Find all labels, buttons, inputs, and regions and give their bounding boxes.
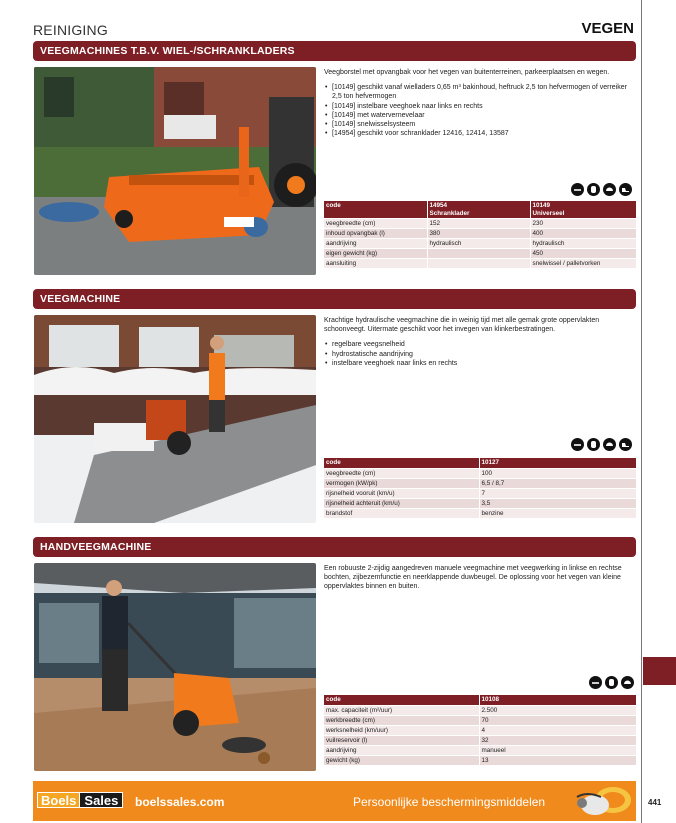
spec-table-1 [324,201,636,268]
table-row [324,478,636,488]
cell: hydraulisch [427,239,530,249]
speed-icon [571,183,584,196]
feature-item: • [10149] snelwisselsysteem [324,120,636,129]
brand-logo[interactable] [37,792,123,808]
feature-item: • [14954] geschikt voor schranklader 12416, 12414, 13587 [324,129,636,138]
cell: 13 [479,755,636,765]
helmet-icon [603,183,616,196]
cell: vermogen (kW/pk) [324,478,479,488]
table-row [324,219,636,229]
table-row [324,735,636,745]
speed-icon [571,438,584,451]
header-cell-text: 10149 Universeel [532,202,565,217]
section-title-2: VEEGMACHINE [33,289,636,309]
safety-icons-1 [571,183,632,196]
safety-icons-3 [589,676,634,689]
table-row [324,239,636,249]
cell: werksnelheid (km/uur) [324,725,479,735]
cell: manueel [479,745,636,755]
spec-table-3 [324,695,636,765]
description-2 [324,316,636,368]
table-row [324,705,636,715]
cell: veegbreedte (cm) [324,219,427,229]
glove-icon [587,183,600,196]
cell: 400 [530,229,636,239]
header-cell [530,201,636,219]
cell: 32 [479,735,636,745]
cell: rijsnelheid vooruit (km/u) [324,488,479,498]
section-label: VEGEN [581,20,634,37]
footer-banner [33,781,636,821]
logo-part-boels: Boels [37,792,80,808]
cell: rijsnelheid achteruit (km/u) [324,498,479,508]
logo-part-sales: Sales [80,792,123,808]
cell [427,259,530,269]
glove-icon [605,676,618,689]
shoe-icon [619,438,632,451]
feature-list [324,83,636,138]
intro-text: Veegborstel met opvangbak voor het vegen van buitenterreinen, parkeerplaatsen en wegen. [324,69,610,76]
cell: veegbreedte (cm) [324,468,479,478]
helmet-icon [603,438,616,451]
page-header [33,20,636,40]
header-cell [427,201,530,219]
product-photo-loader-sweeper [34,67,316,275]
feature-item: • regelbare veegsnelheid [324,340,636,349]
cell: aandrijving [324,745,479,755]
promo-text: Persoonlijke beschermingsmiddelen [353,795,546,809]
cell: 6,5 / 8,7 [479,478,636,488]
table-row [324,715,636,725]
cell: benzine [479,508,636,518]
table-header-row [324,458,636,468]
table-row [324,508,636,518]
cell: eigen gewicht (kg) [324,249,427,259]
cell: aansluiting [324,259,427,269]
cell: 4 [479,725,636,735]
cell: inhoud opvangbak (l) [324,229,427,239]
cell [427,249,530,259]
cell: 7 [479,488,636,498]
intro-text: Krachtige hydraulische veegmachine die in weinig tijd met alle gemak grote oppervlakten schoonveegt. Uitermate geschikt voor het invegen van klinkerbestratingen. [324,317,600,334]
cell: werkbreedte (cm) [324,715,479,725]
cell: 70 [479,715,636,725]
table-row [324,229,636,239]
header-cell: code [324,695,479,705]
product-photo-sweeper [34,315,316,523]
cell: 2.500 [479,705,636,715]
cell: brandstof [324,508,479,518]
cell: max. capaciteit (m²/uur) [324,705,479,715]
header-cell: code [324,458,479,468]
cell: aandrijving [324,239,427,249]
table-row [324,498,636,508]
table-row [324,725,636,735]
table-row [324,468,636,478]
cell: 230 [530,219,636,229]
table-header-row [324,201,636,219]
table-row [324,259,636,269]
cell: hydraulisch [530,239,636,249]
ppe-image [557,783,635,823]
table-row [324,745,636,755]
page-divider [641,0,642,823]
product-photo-hand-sweeper [34,563,316,771]
feature-item: • instelbare veeghoek naar links en rechts [324,359,636,368]
feature-list [324,340,636,368]
chapter-tab [643,657,676,685]
shoe-icon [619,183,632,196]
description-3 [324,564,636,598]
helmet-icon [621,676,634,689]
header-cell-text: 14954 Schranklader [429,202,470,217]
category-label: REINIGING [33,22,108,38]
table-row [324,249,636,259]
cell: vuilreservoir (l) [324,735,479,745]
description-1 [324,68,636,138]
table-header-row [324,695,636,705]
section-title-1: VEEGMACHINES T.B.V. WIEL-/SCHRANKLADERS [33,41,636,61]
section-title-3: HANDVEEGMACHINE [33,537,636,557]
cell: snelwissel / palletvorken [530,259,636,269]
speed-icon [589,676,602,689]
website-link[interactable]: boelssales.com [135,795,225,809]
table-row [324,755,636,765]
feature-item: • [10149] geschikt vanaf wielladers 0,65 m³ bakinhoud, heftruck 2,5 ton hefvermogen of verreiker 2,5 ton hefvermogen [324,83,636,101]
header-cell: 10108 [479,695,636,705]
page-number: 441 [648,798,662,807]
cell: 450 [530,249,636,259]
cell: 152 [427,219,530,229]
cell: 100 [479,468,636,478]
cell: 3,5 [479,498,636,508]
table-row [324,488,636,498]
feature-item: • [10149] instelbare veeghoek naar links en rechts [324,102,636,111]
safety-icons-2 [571,438,632,451]
spec-table-2 [324,458,636,518]
glove-icon [587,438,600,451]
feature-item: • hydrostatische aandrijving [324,350,636,359]
header-cell: 10127 [479,458,636,468]
cell: 380 [427,229,530,239]
header-cell: code [324,201,427,219]
cell: gewicht (kg) [324,755,479,765]
feature-item: • [10149] met watervernevelaar [324,111,636,120]
intro-text: Een robuuste 2-zijdig aangedreven manuele veegmachine met veegwerking in linkse en rechtse bochten, zijbezemfunctie en neerklappende duwbeugel. De oplossing voor het vegen van kleine oppervlaktes binnen en buiten. [324,565,622,591]
